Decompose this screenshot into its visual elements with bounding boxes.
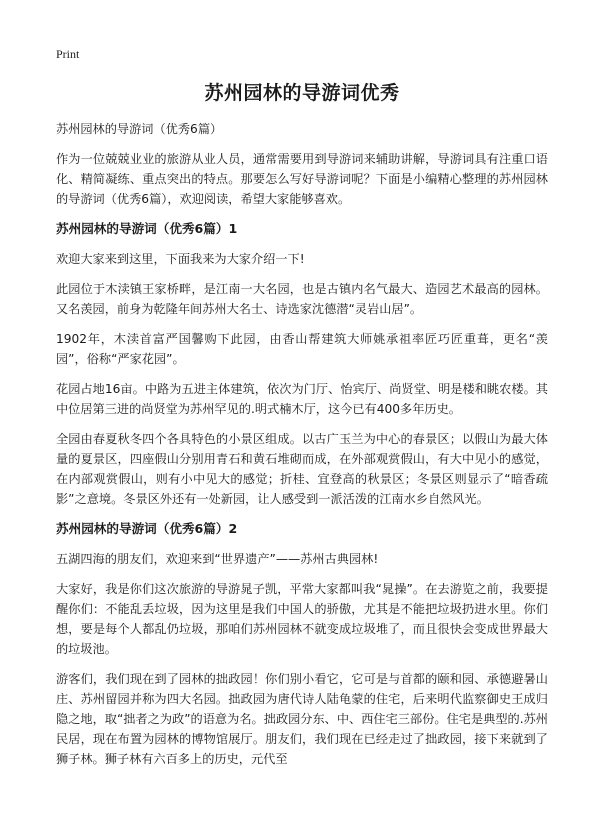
section-1-heading: 苏州园林的导游词（优秀6篇）1	[56, 221, 238, 236]
section-1-paragraph-4: 花园占地16亩。中路为五进主体建筑，依次为门厅、怡宾厅、尚贤堂、明是楼和眺农楼。其中位居第三进的尚贤堂为苏州罕见的.明式楠木厅，这今已有400多年历史。	[56, 382, 548, 416]
section-2-paragraph-3: 游客们，我们现在到了园林的拙政园！你们别小看它，它可是与首都的颐和园、承德避暑山庄、苏州留园并称为四大名园。拙政园为唐代诗人陆龟蒙的住宅，后来明代监察御史王成归隐之地，取“拙者之为政”的语意为名。拙政园分东、中、西住宅三部份。住宅是典型的.苏州民居，现在布置为园林的博物馆展厅。朋友们，我们现在已经走过了拙政园，接下来就到了狮子林。狮子林有六百多上的历史，元代至	[56, 672, 548, 766]
section-2-heading: 苏州园林的导游词（优秀6篇）2	[56, 521, 238, 536]
intro-paragraph: 作为一位兢兢业业的旅游从业人员，通常需要用到导游词来辅助讲解，导游词具有注重口语化、精简凝练、重点突出的特点。那要怎么写好导游词呢？下面是小编精心整理的苏州园林的导游词（优秀6篇），欢迎阅读，希望大家能够喜欢。	[56, 152, 548, 206]
section-1-paragraph-1: 欢迎大家来到这里，下面我来为大家介绍一下!	[56, 252, 305, 266]
page-title: 苏州园林的导游词优秀	[204, 82, 400, 104]
section-2-paragraph-2: 大家好，我是你们这次旅游的导游晁子凯，平常大家都叫我“晁操”。在去游览之前，我要提醒你们：不能乱丢垃圾，因为这里是我们中国人的骄傲，尤其是不能把垃圾扔进水里。你们想，要是每个人都乱仍垃圾，那咱们苏州园林不就变成垃圾堆了，而且很快会变成世界最大的垃圾池。	[56, 582, 548, 656]
document-body	[56, 119, 548, 779]
section-1-paragraph-5: 全园由春夏秋冬四个各具特色的小景区组成。以古广玉兰为中心的春景区；以假山为最大体量的夏景区，四座假山分别用青石和黄石堆砌而成，在外部观赏假山，有大中见小的感觉，在内部观赏假山，则有小中见大的感觉；折桂、宜登高的秋景区；冬景区则显示了“暗香疏影”之意境。冬景区外还有一处新园，让人感受到一派活泼的江南水乡自然风光。	[56, 432, 548, 506]
section-2-paragraph-1: 五湖四海的朋友们，欢迎来到“世界遗产”——苏州古典园林!	[56, 552, 379, 566]
section-1-paragraph-3: 1902年，木渎首富严国馨购下此园，由香山帮建筑大师姚承祖率匠巧匠重葺，更名“羡园”，俗称“严家花园”。	[56, 332, 548, 366]
print-link[interactable]: Print	[56, 47, 80, 61]
section-1-paragraph-2: 此园位于木渎镇王家桥畔，是江南一大名园，也是古镇内名气最大、造园艺术最高的园林。又名羡园，前身为乾隆年间苏州大名士、诗选家沈德潜“灵岩山居”。	[56, 282, 548, 316]
document-subtitle: 苏州园林的导游词（优秀6篇）	[56, 122, 223, 136]
